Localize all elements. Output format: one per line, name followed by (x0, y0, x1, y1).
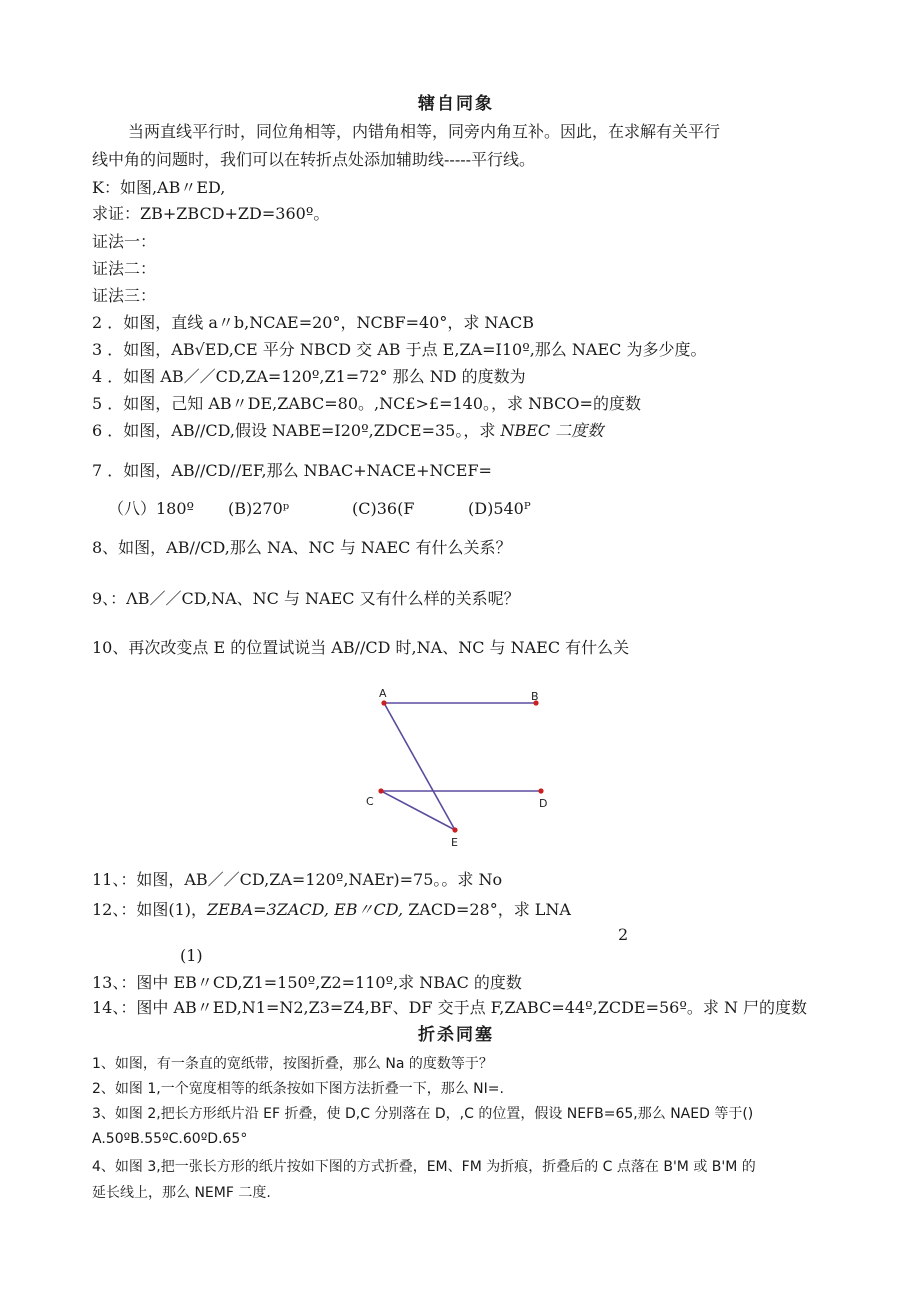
question-7-option-b: (B)270ᵖ (228, 499, 290, 518)
question-12-italic: ZEBA=3ZACD, EB〃CD, (207, 900, 404, 919)
point-c (378, 788, 383, 793)
question-12-rest: ZACD=28°，求 LNA (403, 900, 571, 919)
intro-line-2: 线中角的问题时，我们可以在转折点处添加辅助线-----平行线。 (92, 150, 536, 169)
question-3: 3 ．如图，AB√ED,CE 平分 NBCD 交 AB 于点 E,ZA=I10º,那么 NAEC 为多少度。 (92, 340, 707, 359)
question-2: 2 ．如图，直线 a〃b,NCAE=20°，NCBF=40°，求 NACB (92, 313, 534, 332)
question-9: 9、：ΛB／／CD,NA、NC 与 NAEC 又有什么样的关系呢？ (92, 589, 520, 608)
prove-statement: 求证：ZB+ZBCD+ZD=360º。 (92, 204, 330, 223)
proof-method-2: 证法二： (92, 259, 157, 278)
parallel-lines-figure (355, 680, 565, 855)
proof-method-1: 证法一： (92, 232, 157, 251)
question-7-option-c: (C)36(F (352, 499, 415, 518)
question-11: 11、：如图，AB／／CD,ZA=120º,NAEr)=75。。求 No (92, 870, 503, 889)
folding-question-1: 1、如图，有一条直的宽纸带，按图折叠，那么 Na 的度数等于？ (92, 1056, 493, 1072)
question-6-text: 6 ．如图，AB//CD,假设 NABE=I20º,ZDCE=35。，求 (92, 421, 501, 440)
figure-caption-1: (1) (180, 946, 203, 965)
point-e (452, 827, 457, 832)
label-d: D (539, 797, 548, 810)
question-12 (92, 900, 571, 920)
given-statement: K：如图,AB〃ED, (92, 178, 226, 197)
question-6 (92, 421, 603, 441)
question-4: 4 ．如图 AB／／CD,ZA=120º,Z1=72° 那么 ND 的度数为 (92, 367, 526, 386)
proof-method-3: 证法三： (92, 286, 157, 305)
point-a (381, 700, 386, 705)
question-10: 10、再次改变点 E 的位置试说当 AB//CD 时,NA、NC 与 NAEC 有什么关 (92, 638, 630, 657)
question-13: 13、：图中 EB〃CD,Z1=150º,Z2=110º,求 NBAC 的度数 (92, 973, 522, 992)
label-b: B (531, 690, 539, 703)
section-title-folding: 折杀同塞 (418, 1025, 494, 1045)
folding-question-2: 2、如图 1,一个宽度相等的纸条按如下图方法折叠一下，那么 NI=. (92, 1081, 504, 1097)
question-14: 14、：图中 AB〃ED,N1=N2,Z3=Z4,BF、DF 交于点 F,ZABC=44º,ZCDE=56º。求 N 尸的度数 (92, 998, 808, 1017)
question-8: 8、如图，AB//CD,那么 NA、NC 与 NAEC 有什么关系？ (92, 538, 512, 557)
question-6-italic: NBEC 二度数 (500, 421, 604, 440)
point-d (538, 788, 543, 793)
figure-caption-2: 2 (618, 925, 629, 944)
folding-question-3-options: A.50ºB.55ºC.60ºD.65° (92, 1131, 248, 1147)
label-a: A (379, 687, 387, 700)
label-e: E (451, 836, 458, 849)
question-7: 7 ．如图，AB//CD//EF,那么 NBAC+NACE+NCEF= (92, 461, 492, 480)
intro-line-1: 当两直线平行时，同位角相等，内错角相等，同旁内角互补。因此，在求解有关平行 (128, 122, 721, 141)
question-7-option-d: (D)540ᴾ (468, 499, 531, 518)
label-c: C (366, 795, 374, 808)
question-5: 5 ．如图，己知 AB〃DE,ZABC=80。,NC£>£=140。，求 NBCO=的度数 (92, 394, 641, 413)
question-7-option-a: （八）180º (108, 499, 195, 518)
folding-question-4-line-1: 4、如图 3,把一张长方形的纸片按如下图的方式折叠，EM、FM 为折痕，折叠后的 C 点落在 B'M 或 B'M 的 (92, 1159, 756, 1175)
folding-question-4-line-2: 延长线上，那么 NEMF 二度. (92, 1185, 271, 1201)
folding-question-3: 3、如图 2,把长方形纸片沿 EF 折叠，使 D,C 分别落在 D，,C 的位置，假设 NEFB=65,那么 NAED 等于() (92, 1106, 754, 1122)
section-title-parallel: 辖自同象 (418, 94, 494, 114)
question-12-text: 12、：如图(1)， (92, 900, 208, 919)
